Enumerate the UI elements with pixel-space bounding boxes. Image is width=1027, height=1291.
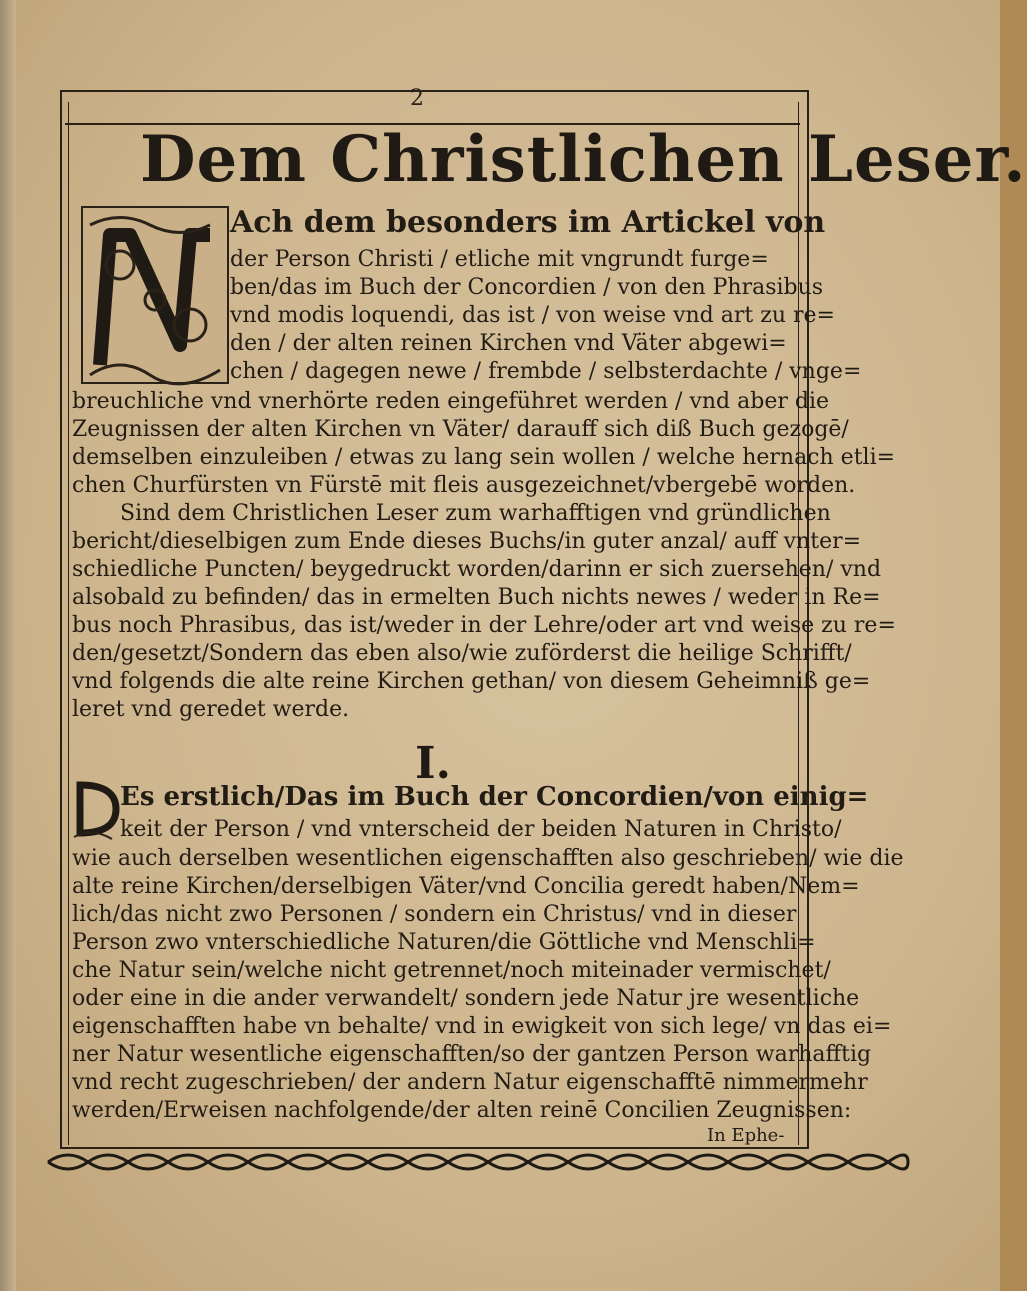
intro-line: Sind dem Christlichen Leser zum warhafftigen vnd gründlichen: [120, 501, 831, 526]
intro-line: den/gesetzt/Sondern das eben also/wie zuförderst die heilige Schrifft/: [72, 641, 852, 666]
section-line: Person zwo vnterschiedliche Naturen/die Göttliche vnd Menschli=: [72, 930, 816, 955]
page-edge: [0, 0, 16, 1291]
intro-line: Zeugnissen der alten Kirchen vn Väter/ darauff sich diß Buch gezogē/: [72, 417, 849, 442]
section-line: lich/das nicht zwo Personen / sondern ein Christus/ vnd in dieser: [72, 902, 797, 927]
section-line: ner Natur wesentliche eigenschafften/so der gantzen Person warhafftig: [72, 1042, 872, 1067]
intro-line: bericht/dieselbigen zum Ende dieses Buchs/in guter anzal/ auff vnter=: [72, 529, 862, 554]
section-line: wie auch derselben wesentlichen eigenschafften also geschrieben/ wie die: [72, 846, 904, 871]
intro-line: chen / dagegen newe / frembde / selbsterdachte / vnge=: [230, 359, 862, 384]
section-line: eigenschafften habe vn behalte/ vnd in ewigkeit von sich lege/ vn das ei=: [72, 1014, 892, 1039]
page-title: Dem Christlichen Leser.: [140, 122, 1027, 197]
intro-line: breuchliche vnd vnerhörte reden eingeführet werden / vnd aber die: [72, 389, 830, 414]
intro-line: alsobald zu befinden/ das in ermelten Buch nichts newes / weder in Re=: [72, 585, 881, 610]
intro-line: bus noch Phrasibus, das ist/weder in der Lehre/oder art vnd weise zu re=: [72, 613, 896, 638]
section-line: werden/Erweisen nachfolgende/der alten reinē Concilien Zeugnissen:: [72, 1098, 852, 1123]
section-line: alte reine Kirchen/derselbigen Väter/vnd Concilia geredt haben/Nem=: [72, 874, 860, 899]
ornamental-border: [48, 1148, 908, 1176]
decorated-initial-d: [72, 777, 124, 841]
page-number: 2: [410, 86, 424, 111]
intro-line: der Person Christi / etliche mit vngrundt furge=: [230, 247, 769, 272]
intro-line: vnd folgends die alte reine Kirchen gethan/ von diesem Geheimniß ge=: [72, 669, 871, 694]
section-line: oder eine in die ander verwandelt/ sondern jede Natur jre wesentliche: [72, 986, 860, 1011]
intro-line: ben/das im Buch der Concordien / von den Phrasibus: [230, 275, 824, 300]
section-numeral: I.: [415, 738, 451, 789]
intro-line: chen Churfürsten vn Fürstē mit fleis ausgezeichnet/vbergebē worden.: [72, 473, 856, 498]
intro-line: den / der alten reinen Kirchen vnd Väter abgewi=: [230, 331, 787, 356]
section-line: Es erstlich/Das im Buch der Concordien/von einig=: [120, 782, 869, 812]
catchword: In Ephe-: [707, 1125, 785, 1146]
section-line: vnd recht zugeschrieben/ der andern Natur eigenschafftē nimmermehr: [72, 1070, 868, 1095]
section-line: che Natur sein/welche nicht getrennet/noch miteinader vermischet/: [72, 958, 831, 983]
decorated-initial-n: [80, 205, 230, 385]
intro-line: Ach dem besonders im Artickel von: [230, 205, 826, 240]
intro-line: leret vnd geredet werde.: [72, 697, 350, 722]
intro-line: demselben einzuleiben / etwas zu lang sein wollen / welche hernach etli=: [72, 445, 896, 470]
intro-line: schiedliche Puncten/ beygedruckt worden/darinn er sich zuersehen/ vnd: [72, 557, 882, 582]
section-line: keit der Person / vnd vnterscheid der beiden Naturen in Christo/: [120, 817, 842, 842]
intro-line: vnd modis loquendi, das ist / von weise vnd art zu re=: [230, 303, 835, 328]
